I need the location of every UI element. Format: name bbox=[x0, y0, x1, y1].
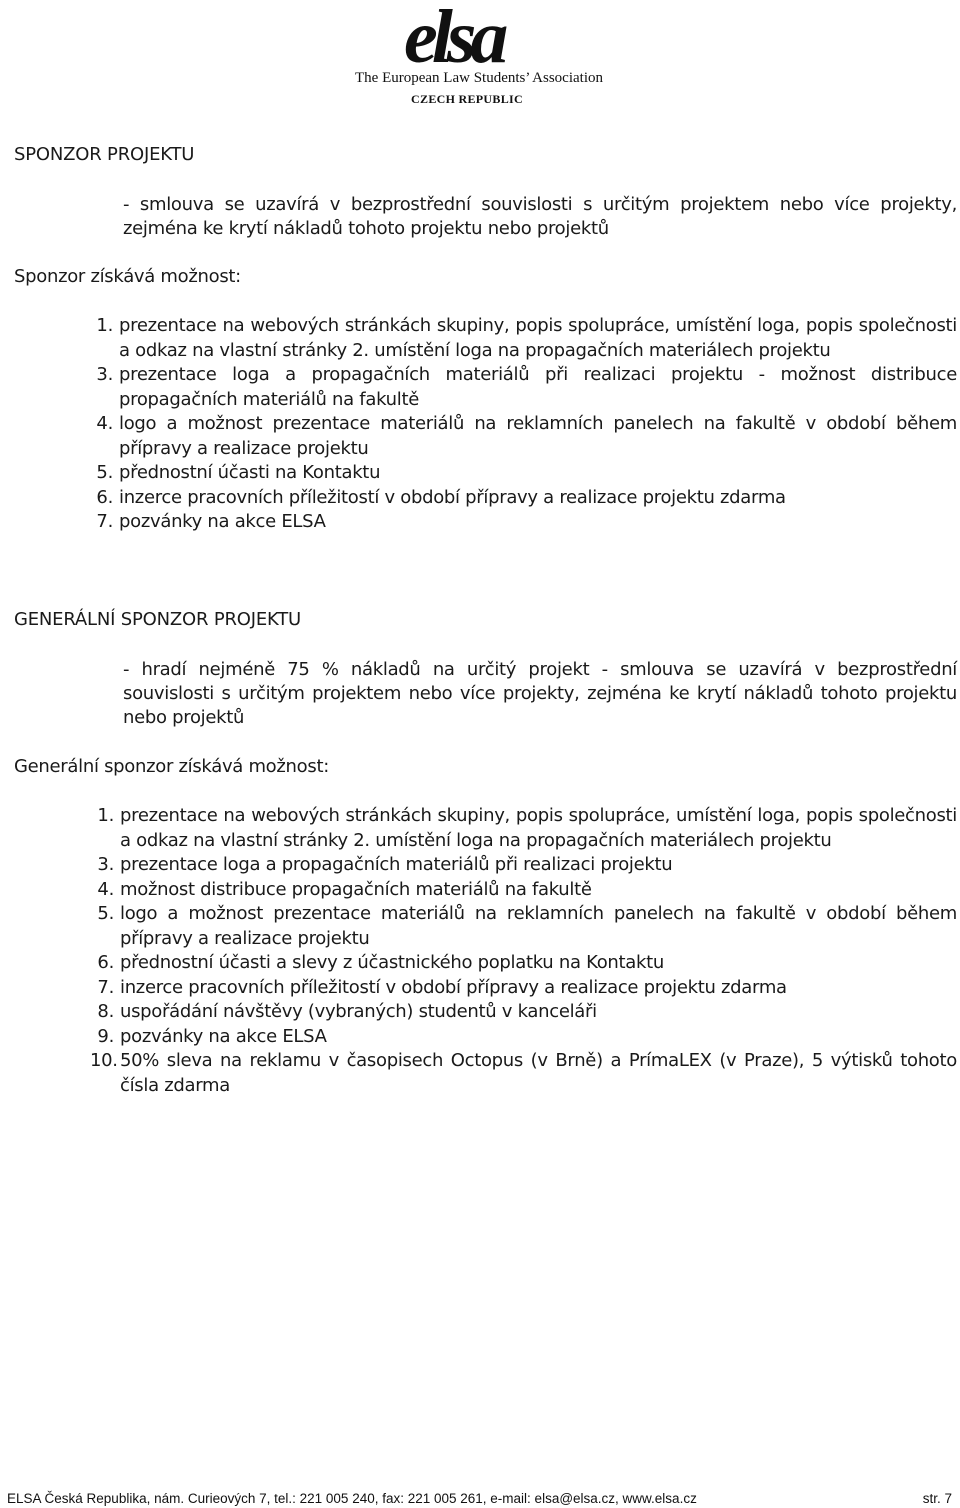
list-item bbox=[97, 853, 957, 878]
footer-address: ELSA Česká Republika, nám. Curieových 7, tel.: 221 005 240, fax: 221 005 261, e-mail: elsa@elsa.cz, www.elsa.cz bbox=[7, 1491, 697, 1506]
org-country: CZECH REPUBLIC bbox=[411, 92, 523, 106]
list-item bbox=[96, 314, 957, 363]
item-number: 7. bbox=[97, 976, 114, 998]
item-number: 8. bbox=[97, 1001, 114, 1022]
list-item bbox=[96, 412, 957, 461]
list-item bbox=[97, 878, 957, 903]
section-intro-general-sponsor: - hradí nejméně 75 % nákladů na určitý projekt - smlouva se uzavírá v bezprostřední souvislosti s určitým projektem nebo více projekty, zejména ke krytí nákladů tohoto projektu nebo projektů bbox=[123, 659, 957, 728]
item-number: 5. bbox=[96, 462, 113, 483]
svg-text:elsa: elsa bbox=[404, 0, 503, 70]
item-number: 4. bbox=[97, 878, 114, 900]
item-text: prezentace loga a propagačních materiálů při realizaci projektu - možnost distribuce propagačních materiálů na fakultě bbox=[119, 364, 957, 410]
item-text: přednostní účasti a slevy z účastnického poplatku na Kontaktu bbox=[120, 952, 665, 973]
page-footer bbox=[7, 1491, 952, 1506]
item-number: 3. bbox=[97, 854, 114, 875]
list-item bbox=[97, 1000, 957, 1025]
item-text: přednostní účasti na Kontaktu bbox=[119, 462, 381, 483]
item-number: 1. bbox=[96, 315, 113, 336]
item-text: prezentace na webových stránkách skupiny, popis spolupráce, umístění loga, popis společnosti a odkaz na vlastní stránky 2. umístění loga na propagačních materiálech projektu bbox=[119, 315, 957, 361]
item-text: prezentace na webových stránkách skupiny, popis spolupráce, umístění loga, popis společnosti a odkaz na vlastní stránky 2. umístění loga na propagačních materiálech projektu bbox=[120, 805, 957, 851]
benefits-label-general-sponsor: Generální sponzor získává možnost: bbox=[14, 756, 329, 777]
list-item bbox=[97, 902, 957, 951]
benefits-label-sponsor: Sponzor získává možnost: bbox=[14, 266, 241, 287]
item-text: uspořádání návštěvy (vybraných) studentů v kanceláři bbox=[120, 1001, 597, 1022]
item-number: 9. bbox=[97, 1025, 114, 1047]
item-text: možnost distribuce propagačních materiálů na fakultě bbox=[120, 878, 592, 900]
list-item bbox=[97, 976, 957, 1001]
item-text: logo a možnost prezentace materiálů na reklamních panelech na fakultě v období během přípravy a realizace projektu bbox=[119, 413, 957, 459]
section-title-sponsor: SPONZOR PROJEKTU bbox=[14, 144, 195, 165]
item-number: 3. bbox=[96, 364, 113, 385]
item-text: logo a možnost prezentace materiálů na reklamních panelech na fakultě v období během přípravy a realizace projektu bbox=[120, 903, 957, 949]
benefits-list-sponsor bbox=[96, 314, 957, 535]
item-number: 4. bbox=[96, 413, 113, 434]
list-item bbox=[96, 461, 957, 486]
item-text: inzerce pracovních příležitostí v období přípravy a realizace projektu zdarma bbox=[120, 976, 787, 998]
elsa-logo-mark bbox=[400, 0, 560, 70]
benefits-list-general-sponsor bbox=[90, 804, 957, 1098]
item-text: pozvánky na akce ELSA bbox=[120, 1025, 327, 1047]
item-number: 6. bbox=[97, 952, 114, 973]
list-item bbox=[97, 804, 957, 853]
item-text: pozvánky na akce ELSA bbox=[119, 511, 326, 532]
item-number: 7. bbox=[96, 511, 113, 532]
list-item bbox=[90, 1049, 957, 1098]
item-number: 1. bbox=[97, 805, 114, 826]
list-item bbox=[96, 486, 957, 511]
elsa-logo bbox=[340, 0, 630, 110]
item-text: inzerce pracovních příležitostí v období přípravy a realizace projektu zdarma bbox=[119, 486, 786, 508]
list-item bbox=[96, 510, 957, 535]
item-number: 10. bbox=[90, 1050, 118, 1071]
section-title-general-sponsor: GENERÁLNÍ SPONZOR PROJEKTU bbox=[14, 609, 302, 630]
item-text: prezentace loga a propagačních materiálů při realizaci projektu bbox=[120, 854, 673, 875]
page-number: str. 7 bbox=[922, 1491, 952, 1506]
item-number: 5. bbox=[97, 903, 114, 924]
org-name: The European Law Students’ Association bbox=[355, 70, 603, 86]
list-item bbox=[96, 363, 957, 412]
section-intro-sponsor: - smlouva se uzavírá v bezprostřední souvislosti s určitým projektem nebo více projekty, zejména ke krytí nákladů tohoto projektu nebo projektů bbox=[123, 194, 957, 239]
item-number: 6. bbox=[96, 486, 113, 508]
list-item bbox=[97, 1025, 957, 1050]
list-item bbox=[97, 951, 957, 976]
item-text: 50% sleva na reklamu v časopisech Octopus (v Brně) a PrímaLEX (v Praze), 5 výtisků tohoto čísla zdarma bbox=[120, 1050, 957, 1096]
